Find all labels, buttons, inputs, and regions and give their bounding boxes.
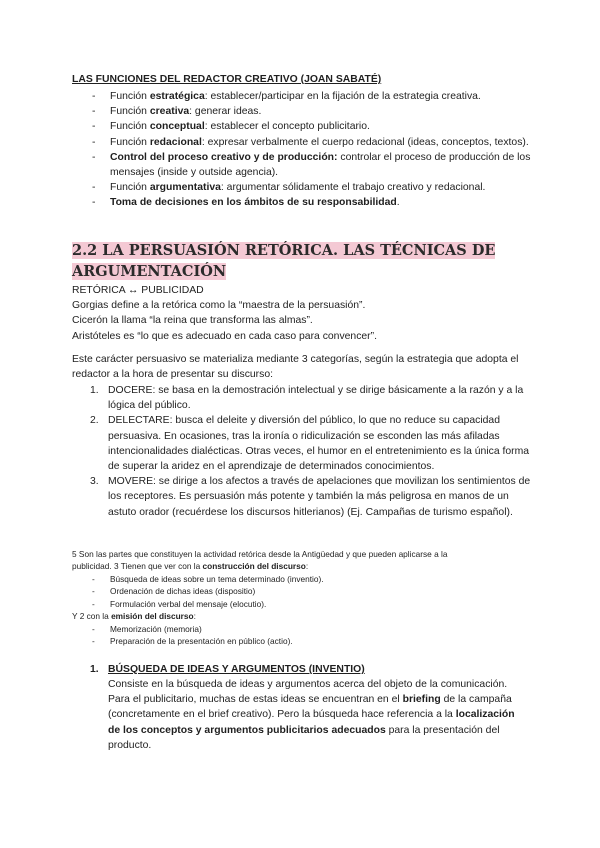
funciones-list xyxy=(72,89,532,211)
rhetoric-line: Cicerón la llama “la reina que transforma las almas”. xyxy=(72,315,313,327)
inventio-paragraph: Consiste en la búsqueda de ideas y argumentos acerca del objeto de la comunicación. Para el publicitario, muchas de estas ideas se encuentran en el briefing de la campaña (concretamente en el brief creativo). Pero la búsqueda hace referencia a la localización de los conceptos y argumentos publicitarios adecuados para la presentación del producto. xyxy=(108,679,515,751)
notes-block xyxy=(72,548,532,573)
list-item: 3. MOVERE: se dirige a los afectos a través de apelaciones que movilizan los sentimientos de los receptores. Es persuasión más potente y también la más peligrosa en manos de un astuto orador (recuérdese los discursos hitlerianos) (Ej. Campañas de turismo español). xyxy=(90,476,531,518)
list-item: 1. DOCERE: se basa en la demostración intelectual y se dirige básicamente a la razón y a la lógica del público. xyxy=(90,385,524,412)
notes-line: 5 Son las partes que constituyen la actividad retórica desde la Antigüedad y que pueden aplicarse a la xyxy=(72,549,448,559)
list-item: - Función argumentativa: argumentar sólidamente el trabajo creativo y redacional. xyxy=(72,180,532,195)
rhetoric-definitions xyxy=(72,283,532,344)
section-title-inventio: 1. BÚSQUEDA DE IDEAS Y ARGUMENTOS (INVENTIO) xyxy=(90,664,365,675)
list-item: - Memorización (memoria) xyxy=(72,623,532,635)
list-item: - Formulación verbal del mensaje (elocutio). xyxy=(72,598,532,610)
list-item: - Preparación de la presentación en público (actio). xyxy=(72,635,532,647)
list-item: - Toma de decisiones en los ámbitos de su responsabilidad. xyxy=(72,195,532,210)
rhetoric-line: Gorgias define a la retórica como la “maestra de la persuasión”. xyxy=(72,300,366,312)
list-item: - Control del proceso creativo y de producción: controlar el proceso de producción de los mensajes (inside y outside agencia). xyxy=(72,150,532,180)
list-item: - Función creativa: generar ideas. xyxy=(72,104,532,119)
list-item: - Búsqueda de ideas sobre un tema determinado (inventio). xyxy=(72,573,532,585)
list-item: 2. DELECTARE: busca el deleite y diversión del público, lo que no reduce su capacidad persuasiva. En ocasiones, tras la ironía o ridiculización se esconden las más afiladas intencionalidades dialécticas. Otras veces, el humor en el entretenimiento es la única forma de superar la aridez en el aprendizaje de determinados conocimientos. xyxy=(90,415,530,473)
categories-list xyxy=(72,383,532,520)
list-item: - Función conceptual: establecer el concepto publicitario. xyxy=(72,119,532,134)
list-item: - Ordenación de dichas ideas (dispositio) xyxy=(72,585,532,597)
intro-paragraph: Este carácter persuasivo se materializa mediante 3 categorías, según la estrategia que adopta el redactor a la hora de presentar su discurso: xyxy=(72,354,519,381)
notes-line: publicidad. 3 Tienen que ver con la construcción del discurso: xyxy=(72,561,309,572)
emission-line: Y 2 con la emisión del discurso: xyxy=(72,611,196,621)
section-title-funciones: LAS FUNCIONES DEL REDACTOR CREATIVO (JOAN SABATÉ) xyxy=(72,74,382,85)
rhetoric-line: RETÓRICA ↔ PUBLICIDAD xyxy=(72,285,204,296)
section-heading-persuasion: 2.2 LA PERSUASIÓN RETÓRICA. LAS TÉCNICAS DE ARGUMENTACIÓN xyxy=(72,242,496,280)
list-item: - Función estratégica: establecer/participar en la fijación de la estrategia creativa. xyxy=(72,89,532,104)
list-item: - Función redacional: expresar verbalmente el cuerpo redacional (ideas, conceptos, textos). xyxy=(72,135,532,150)
construction-list xyxy=(72,573,532,610)
emission-list xyxy=(72,623,532,648)
rhetoric-line: Aristóteles es “lo que es adecuado en cada caso para convencer”. xyxy=(72,330,377,342)
